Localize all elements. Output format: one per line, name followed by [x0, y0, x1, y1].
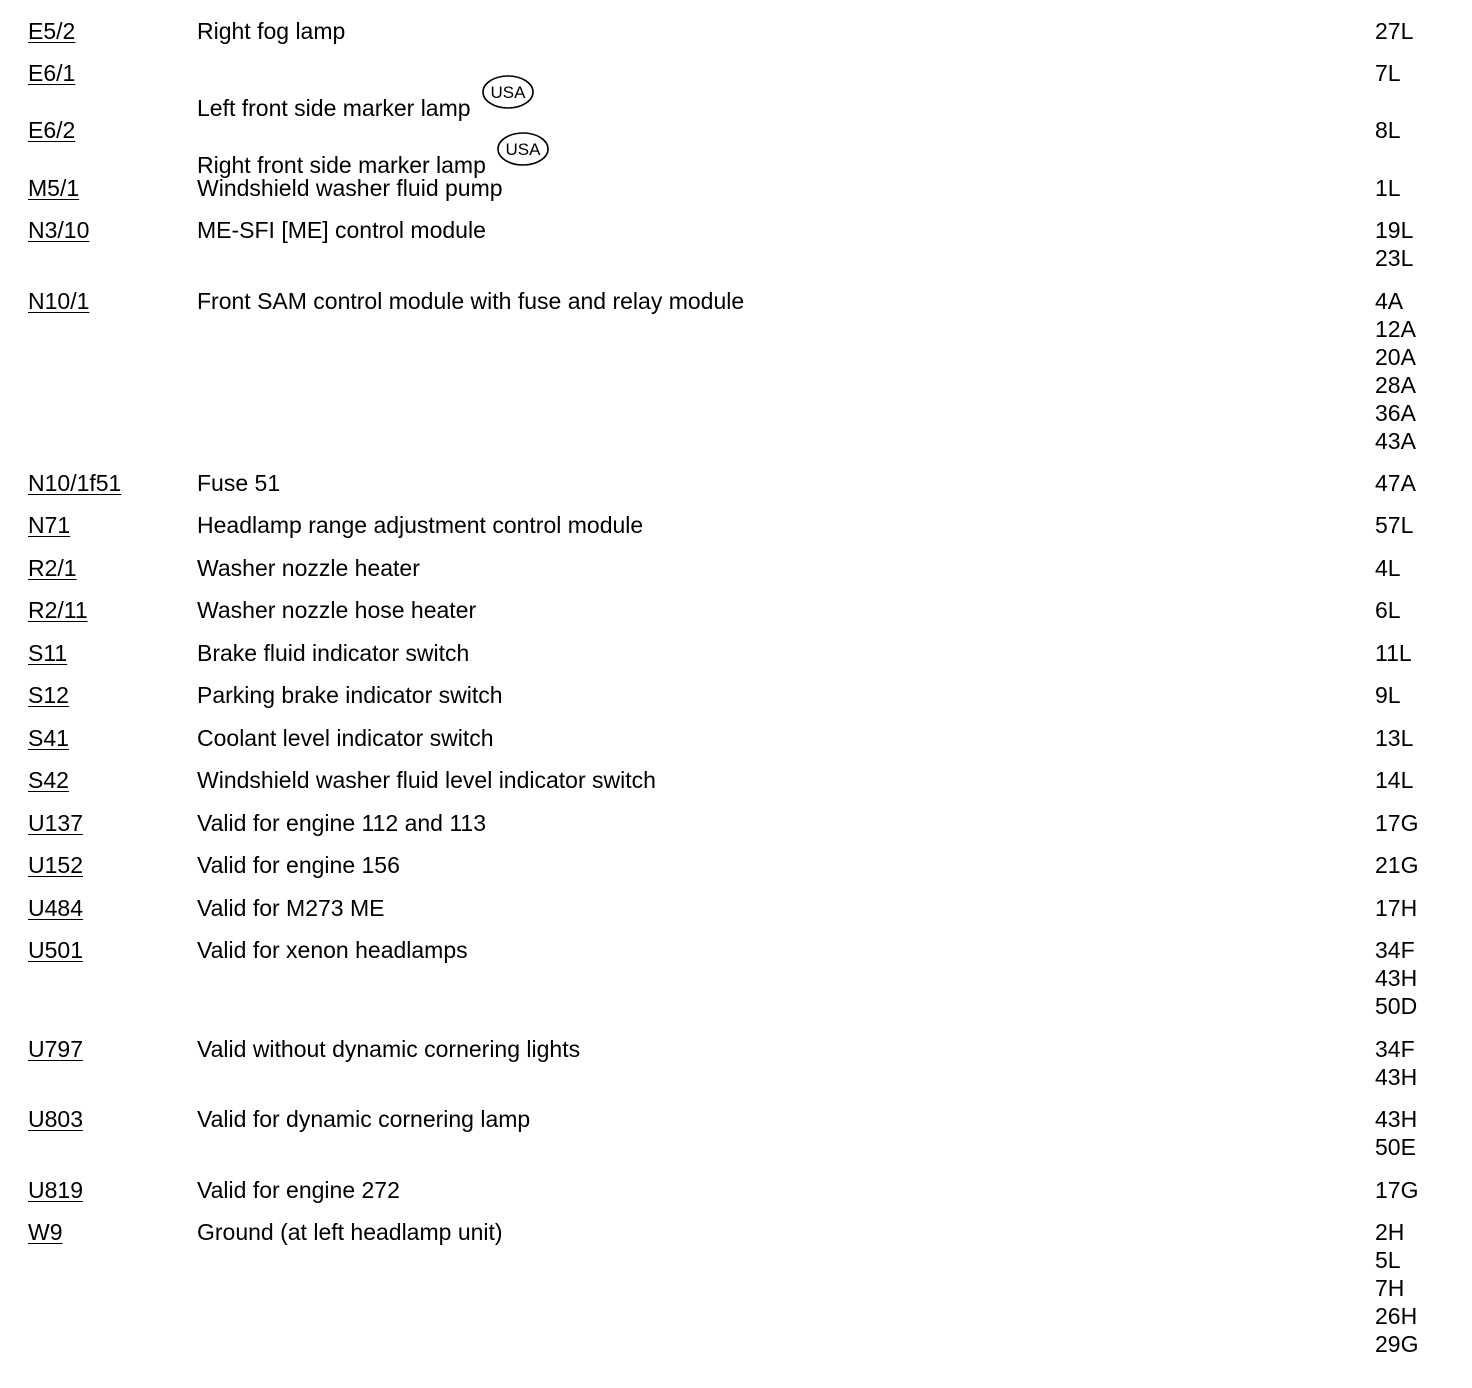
component-description [197, 74, 535, 122]
grid-reference[interactable]: 17G [1375, 810, 1419, 836]
grid-reference[interactable]: 20A [1375, 344, 1416, 370]
component-code-link[interactable]: R2/11 [28, 597, 88, 623]
grid-reference[interactable]: 5L [1375, 1247, 1401, 1273]
grid-reference[interactable]: 11L [1375, 640, 1412, 666]
component-code-link[interactable]: S11 [28, 640, 68, 666]
component-description-text: Parking brake indicator switch [197, 682, 503, 708]
component-code-link[interactable]: U819 [28, 1177, 83, 1203]
component-code-link[interactable]: E5/2 [28, 18, 76, 44]
grid-reference[interactable]: 43H [1375, 1064, 1418, 1090]
grid-reference[interactable]: 34F [1375, 1036, 1415, 1062]
component-description-text: Valid for engine 112 and 113 [197, 810, 487, 836]
grid-references [1375, 511, 1413, 539]
grid-references [1375, 1218, 1418, 1358]
component-code-link[interactable]: U484 [28, 895, 83, 921]
grid-references [1375, 639, 1412, 667]
component-description-text: Valid for M273 ME [197, 895, 385, 921]
component-description-text: Brake fluid indicator switch [197, 640, 470, 666]
component-description [197, 1176, 400, 1204]
component-description-text: Fuse 51 [197, 470, 281, 496]
grid-reference[interactable]: 19L [1375, 217, 1414, 243]
grid-references [1375, 116, 1401, 144]
grid-references [1375, 1176, 1418, 1204]
grid-reference[interactable]: 28A [1375, 372, 1416, 398]
component-description-text: Right front side marker lamp [197, 152, 486, 178]
component-description-text: Valid for dynamic cornering lamp [197, 1106, 531, 1132]
grid-references [1375, 216, 1413, 272]
grid-reference[interactable]: 21G [1375, 852, 1419, 878]
component-description [197, 131, 550, 179]
component-description-text: Coolant level indicator switch [197, 725, 494, 751]
component-code-link[interactable]: S12 [28, 682, 69, 708]
usa-badge-label: USA [505, 140, 541, 159]
usa-badge-icon [496, 131, 550, 167]
component-description-text: Front SAM control module with fuse and relay module [197, 288, 745, 314]
grid-references [1375, 809, 1418, 837]
component-code-link[interactable]: U803 [28, 1106, 83, 1132]
component-code-link[interactable]: M5/1 [28, 175, 80, 201]
usa-badge-label: USA [490, 83, 526, 102]
grid-reference[interactable]: 36A [1375, 400, 1416, 426]
grid-reference[interactable]: 4L [1375, 555, 1401, 581]
component-description-text: ME-SFI [ME] control module [197, 217, 486, 243]
component-description-text: Valid for engine 272 [197, 1177, 400, 1203]
component-description [197, 511, 643, 539]
grid-references [1375, 766, 1413, 794]
component-code-link[interactable]: N3/10 [28, 217, 90, 243]
component-description [197, 639, 469, 667]
component-description [197, 766, 656, 794]
grid-reference[interactable]: 23L [1375, 245, 1414, 271]
grid-reference[interactable]: 43H [1375, 965, 1418, 991]
grid-references [1375, 936, 1417, 1020]
grid-reference[interactable]: 57L [1375, 512, 1414, 538]
component-description-text: Left front side marker lamp [197, 95, 471, 121]
grid-reference[interactable]: 12A [1375, 316, 1416, 342]
grid-reference[interactable]: 7H [1375, 1275, 1405, 1301]
component-description [197, 1218, 503, 1246]
component-description-text: Windshield washer fluid level indicator switch [197, 767, 656, 793]
grid-reference[interactable]: 7L [1375, 60, 1401, 86]
component-code-link[interactable]: U797 [28, 1036, 83, 1062]
component-description [197, 681, 503, 709]
component-code-link[interactable]: E6/2 [28, 117, 76, 143]
component-code-link[interactable]: E6/1 [28, 60, 76, 86]
grid-references [1375, 1105, 1417, 1161]
component-description [197, 851, 400, 879]
grid-references [1375, 469, 1416, 497]
component-description-text: Valid without dynamic cornering lights [197, 1036, 581, 1062]
component-code-link[interactable]: U501 [28, 937, 83, 963]
component-description [197, 894, 384, 922]
component-description-text: Windshield washer fluid pump [197, 175, 503, 201]
component-description-text: Washer nozzle heater [197, 555, 420, 581]
component-description [197, 216, 486, 244]
grid-reference[interactable]: 47A [1375, 470, 1416, 496]
component-description-text: Valid for engine 156 [197, 852, 400, 878]
grid-reference[interactable]: 17H [1375, 895, 1418, 921]
component-description-text: Right fog lamp [197, 18, 346, 44]
grid-reference[interactable]: 1L [1375, 175, 1401, 201]
component-description-text: Ground (at left headlamp unit) [197, 1219, 503, 1245]
component-description [197, 596, 476, 624]
grid-reference[interactable]: 8L [1375, 117, 1401, 143]
grid-references [1375, 59, 1401, 87]
component-description [197, 1105, 530, 1133]
grid-reference[interactable]: 26H [1375, 1303, 1418, 1329]
grid-references [1375, 287, 1416, 455]
grid-references [1375, 174, 1401, 202]
component-description-text: Valid for xenon headlamps [197, 937, 468, 963]
component-code-link[interactable]: N71 [28, 512, 71, 538]
component-code-link[interactable]: U152 [28, 852, 83, 878]
component-description [197, 554, 420, 582]
grid-references [1375, 724, 1413, 752]
grid-reference[interactable]: 2H [1375, 1219, 1405, 1245]
grid-reference[interactable]: 29G [1375, 1331, 1419, 1357]
grid-references [1375, 596, 1401, 624]
grid-references [1375, 894, 1417, 922]
component-description [197, 936, 468, 964]
component-description [197, 1035, 580, 1063]
grid-references [1375, 1035, 1417, 1091]
component-code-link[interactable]: S41 [28, 725, 69, 751]
component-code-link[interactable]: N10/1f51 [28, 470, 122, 496]
component-description [197, 469, 280, 497]
grid-reference[interactable]: 4A [1375, 288, 1404, 314]
component-description [197, 17, 345, 45]
component-description [197, 174, 503, 202]
grid-references [1375, 554, 1401, 582]
grid-reference[interactable]: 43H [1375, 1106, 1418, 1132]
component-code-link[interactable]: R2/1 [28, 555, 77, 581]
grid-reference[interactable]: 6L [1375, 597, 1401, 623]
component-description-text: Washer nozzle hose heater [197, 597, 477, 623]
grid-reference[interactable]: 34F [1375, 937, 1415, 963]
grid-reference[interactable]: 43A [1375, 428, 1416, 454]
component-code-link[interactable]: S42 [28, 767, 69, 793]
grid-reference[interactable]: 27L [1375, 18, 1414, 44]
grid-reference[interactable]: 50D [1375, 993, 1418, 1019]
usa-badge-icon [481, 74, 535, 110]
component-description-text: Headlamp range adjustment control module [197, 512, 644, 538]
grid-reference[interactable]: 13L [1375, 725, 1414, 751]
grid-reference[interactable]: 17G [1375, 1177, 1419, 1203]
grid-references [1375, 851, 1418, 879]
component-code-link[interactable]: N10/1 [28, 288, 90, 314]
grid-reference[interactable]: 14L [1375, 767, 1414, 793]
grid-reference[interactable]: 50E [1375, 1134, 1416, 1160]
component-code-link[interactable]: U137 [28, 810, 83, 836]
component-description [197, 724, 494, 752]
component-description [197, 287, 744, 315]
grid-references [1375, 681, 1401, 709]
grid-references [1375, 17, 1413, 45]
component-description [197, 809, 486, 837]
component-code-link[interactable]: W9 [28, 1219, 63, 1245]
grid-reference[interactable]: 9L [1375, 682, 1401, 708]
